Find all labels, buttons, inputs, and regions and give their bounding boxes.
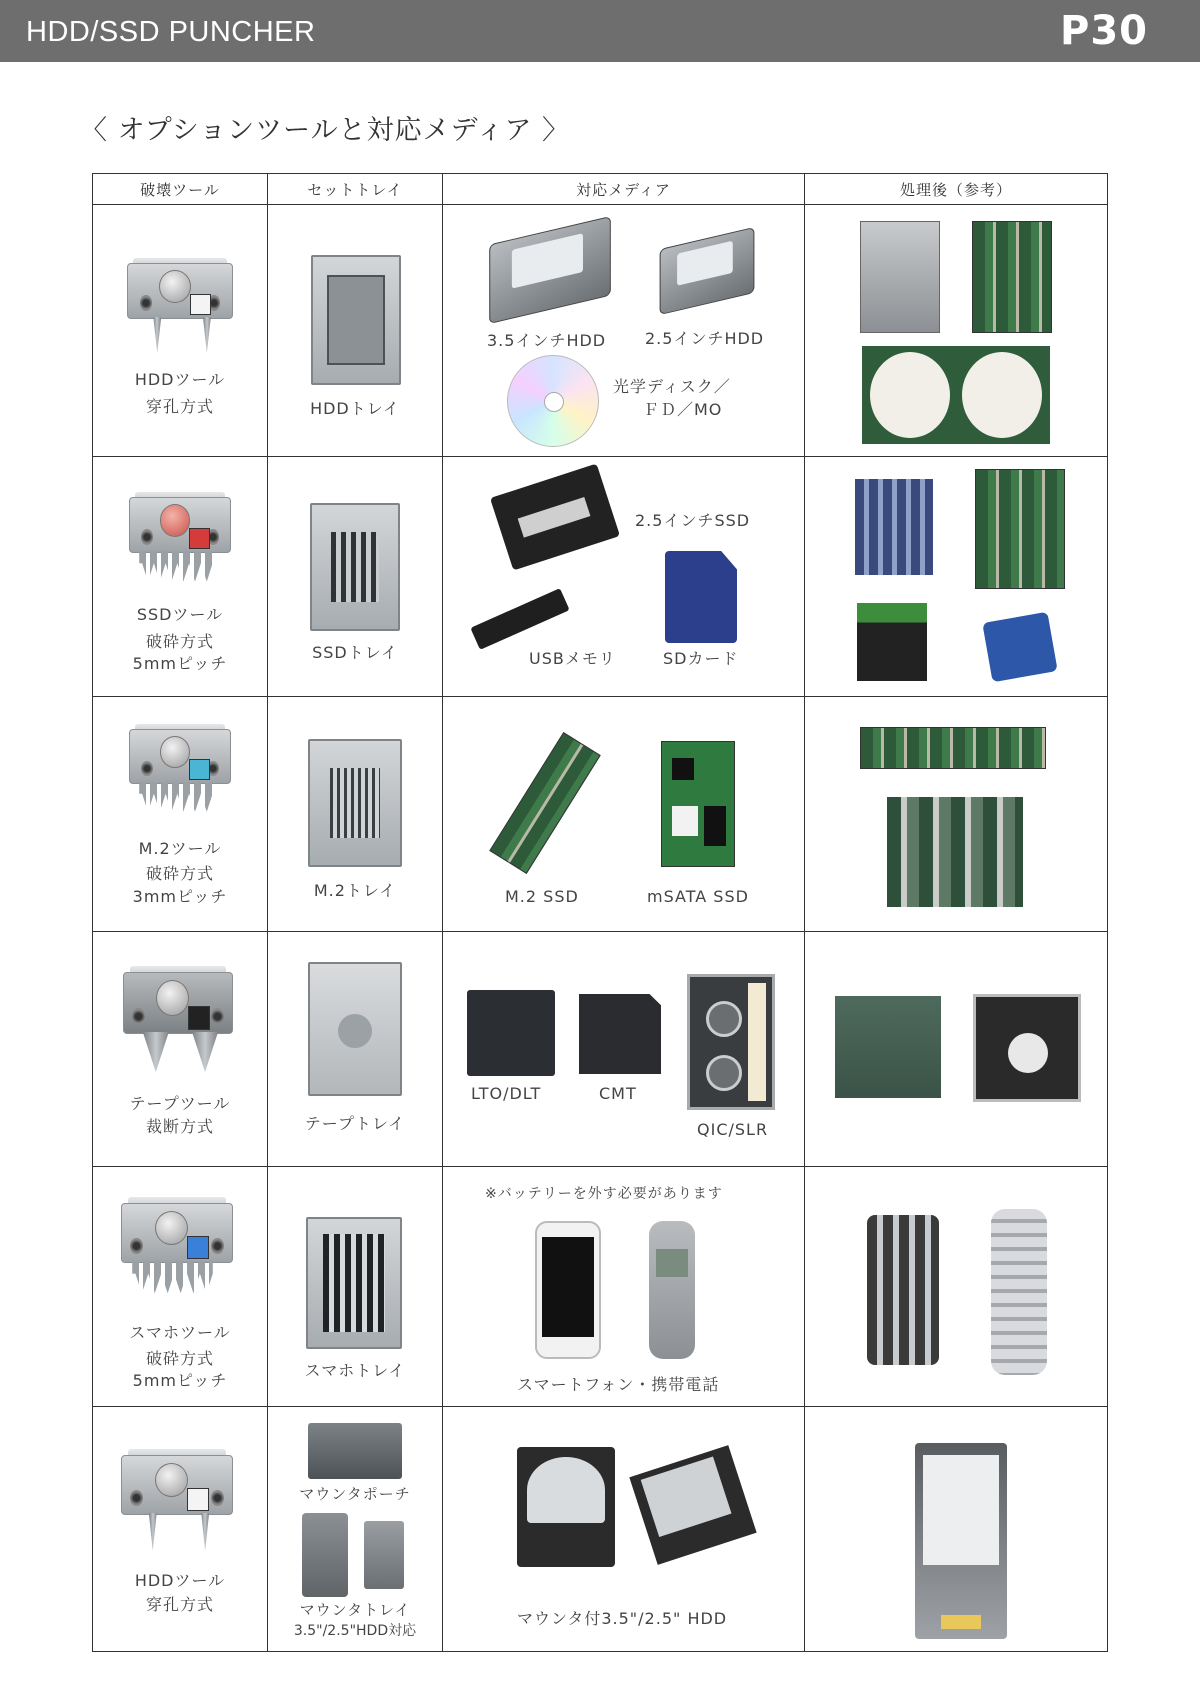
tool-method: 穿孔方式	[145, 397, 214, 416]
cmt-cartridge-image	[579, 994, 661, 1074]
media-label: 光学ディスク／	[613, 377, 731, 396]
hdd-tool-image	[121, 1455, 233, 1551]
media-cell	[443, 457, 805, 697]
tray-cell	[268, 932, 443, 1167]
column-header-result: 処理後（参考）	[805, 174, 1108, 205]
media-label: 2.5インチSSD	[635, 511, 751, 530]
media-cell	[443, 1407, 805, 1652]
media-label: 2.5インチHDD	[645, 329, 765, 348]
tool-cell	[93, 205, 268, 457]
tray-cell	[268, 697, 443, 932]
result-image	[982, 612, 1057, 683]
tray-name: マウンタトレイ	[299, 1601, 411, 1619]
page-number: P30	[1060, 8, 1148, 54]
result-image	[867, 1215, 939, 1365]
options-table	[92, 173, 1108, 1652]
media-cell	[443, 697, 805, 932]
qic-cartridge-image	[687, 974, 775, 1110]
smartphone-tray-image	[306, 1217, 402, 1349]
media-label: LTO/DLT	[471, 1084, 542, 1103]
media-label: SDカード	[663, 649, 739, 668]
header-title: HDD/SSD PUNCHER	[26, 16, 316, 48]
tool-method: 破砕方式	[145, 1349, 214, 1368]
table-row	[93, 457, 1108, 697]
header-bar	[0, 0, 1200, 62]
m2-ssd-image	[489, 732, 601, 874]
media-label: QIC/SLR	[697, 1120, 769, 1139]
media-note: ※バッテリーを外す必要があります	[485, 1186, 723, 1202]
hdd-tool-image	[127, 263, 233, 353]
result-cell	[805, 932, 1108, 1167]
tool-pitch: 5mmピッチ	[132, 654, 228, 673]
result-image	[973, 994, 1081, 1102]
table-row	[93, 1167, 1108, 1407]
table-row	[93, 205, 1108, 457]
usb-memory-image	[470, 588, 569, 650]
result-image	[835, 996, 941, 1098]
column-header-tray: セットトレイ	[268, 174, 443, 205]
optical-disc-image	[507, 355, 599, 447]
tool-cell	[93, 932, 268, 1167]
tray-name: マウンタポーチ	[299, 1485, 411, 1503]
tape-tool-image	[123, 972, 233, 1072]
result-image	[915, 1443, 1007, 1639]
mobile-phone-image	[649, 1221, 695, 1359]
tray-name: HDDトレイ	[310, 399, 400, 418]
tray-name: SSDトレイ	[312, 643, 398, 662]
tool-method: 裁断方式	[145, 1117, 214, 1136]
result-image	[860, 221, 940, 333]
media-label: mSATA SSD	[647, 887, 749, 906]
tray-cell	[268, 1407, 443, 1652]
ssd-tray-image	[310, 503, 400, 631]
section-heading: 〈 オプションツールと対応メディア 〉	[80, 115, 571, 146]
ssd-image	[490, 464, 620, 571]
media-label: マウンタ付3.5"/2.5" HDD	[517, 1609, 728, 1628]
tool-name: SSDツール	[136, 605, 224, 624]
ssd-tool-image	[129, 497, 231, 587]
smartphone-image	[535, 1221, 601, 1359]
hdd-25-image	[660, 227, 755, 315]
tool-name: HDDツール	[134, 1571, 226, 1590]
tool-pitch: 5mmピッチ	[132, 1371, 228, 1390]
result-image	[855, 479, 933, 575]
tool-cell	[93, 1407, 268, 1652]
tool-name: テープツール	[129, 1094, 231, 1113]
sd-card-image	[665, 551, 737, 643]
mounter-tray-image	[302, 1513, 348, 1597]
result-image	[887, 797, 1023, 907]
tool-method: 破砕方式	[145, 632, 214, 651]
tool-cell	[93, 1167, 268, 1407]
result-image	[860, 727, 1046, 769]
column-header-media: 対応メディア	[443, 174, 805, 205]
media-label: M.2 SSD	[505, 887, 579, 906]
tray-cell	[268, 205, 443, 457]
tool-cell	[93, 457, 268, 697]
tray-name: スマホトレイ	[304, 1361, 406, 1380]
tape-tray-image	[308, 962, 402, 1096]
result-image	[972, 221, 1052, 333]
msata-ssd-image	[661, 741, 735, 867]
hdd-35-image	[489, 216, 611, 324]
media-label: USBメモリ	[529, 649, 616, 668]
column-header-tool: 破壊ツール	[93, 174, 268, 205]
table-header-row	[93, 174, 1108, 205]
result-image	[862, 346, 1050, 444]
mounter-hdd-35-image	[517, 1447, 615, 1567]
tool-name: HDDツール	[134, 370, 226, 389]
tray-cell	[268, 1167, 443, 1407]
result-cell	[805, 205, 1108, 457]
result-cell	[805, 1407, 1108, 1652]
result-image	[857, 603, 927, 681]
hdd-tray-image	[311, 255, 401, 385]
media-cell	[443, 1167, 805, 1407]
mounter-pouch-image	[308, 1423, 402, 1479]
lto-cartridge-image	[467, 990, 555, 1076]
m2-tool-image	[129, 729, 231, 817]
media-cell	[443, 932, 805, 1167]
tool-cell	[93, 697, 268, 932]
smartphone-tool-image	[121, 1203, 233, 1299]
tray-cell	[268, 457, 443, 697]
tool-name: M.2ツール	[138, 839, 222, 858]
media-cell	[443, 205, 805, 457]
tool-name: スマホツール	[129, 1323, 231, 1342]
m2-tray-image	[308, 739, 402, 867]
result-cell	[805, 1167, 1108, 1407]
media-label: ＦＤ／MO	[643, 400, 723, 419]
table-row	[93, 697, 1108, 932]
tool-pitch: 3mmピッチ	[132, 887, 228, 906]
mounter-tray-image	[364, 1521, 404, 1589]
tray-name: M.2トレイ	[313, 881, 397, 900]
media-label: スマートフォン・携帯電話	[517, 1375, 720, 1394]
table-row	[93, 932, 1108, 1167]
mounter-hdd-25-image	[629, 1445, 756, 1565]
media-label: CMT	[599, 1084, 637, 1103]
result-cell	[805, 697, 1108, 932]
result-image	[991, 1209, 1047, 1375]
tray-note: 3.5"/2.5"HDD対応	[293, 1623, 417, 1639]
tray-name: テープトレイ	[304, 1114, 406, 1133]
table-row	[93, 1407, 1108, 1652]
result-image	[975, 469, 1065, 589]
tool-method: 穿孔方式	[145, 1595, 214, 1614]
result-cell	[805, 457, 1108, 697]
media-label: 3.5インチHDD	[487, 331, 607, 350]
tool-method: 破砕方式	[145, 864, 214, 883]
